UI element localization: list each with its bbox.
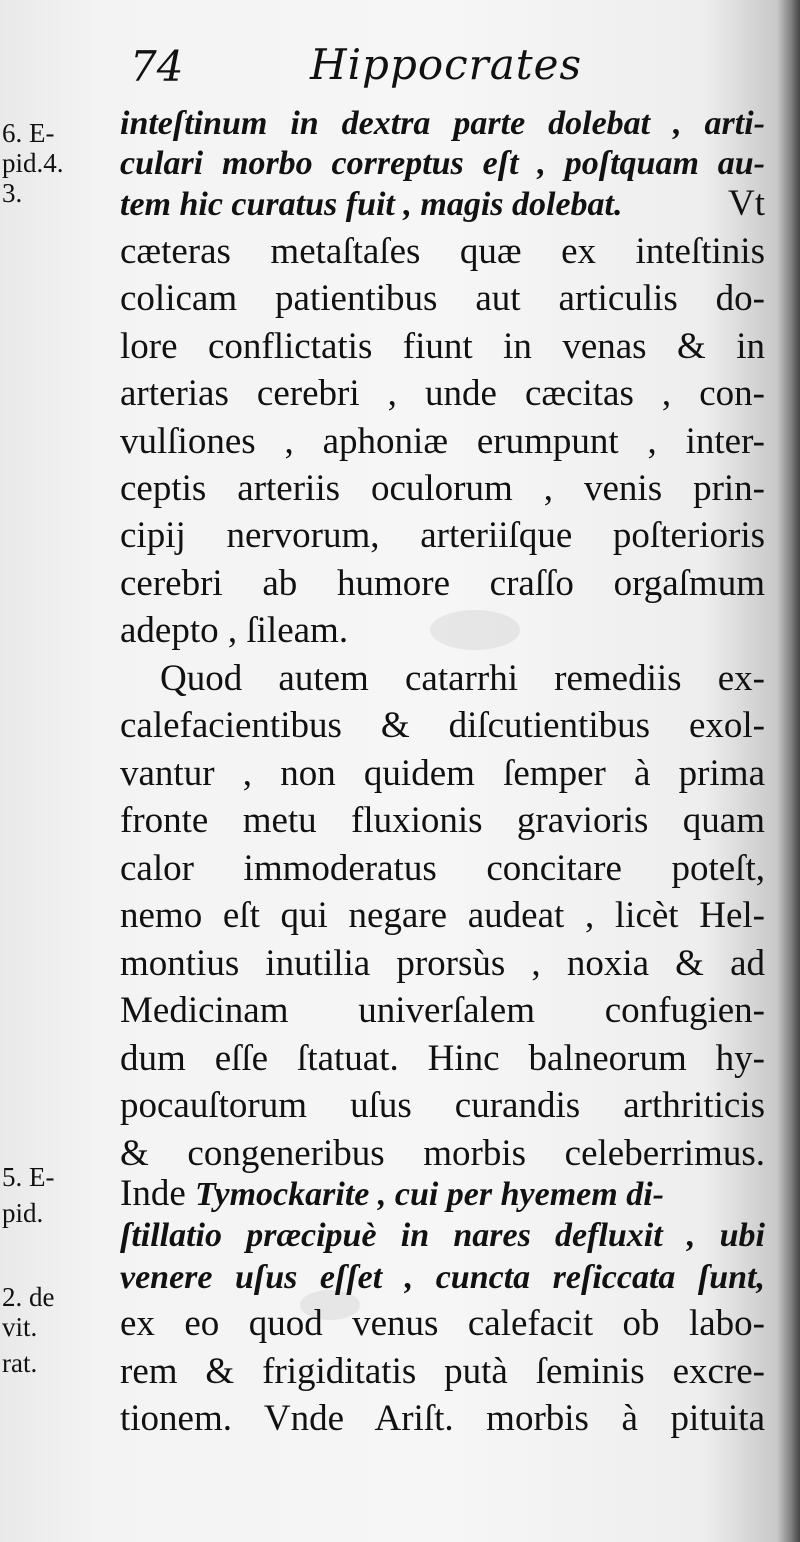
text-segment: tem hic curatus fuit , magis dolebat.: [120, 186, 623, 223]
text-line: colicam patientibus aut articulis do-: [120, 278, 765, 319]
margin-note: pid.: [2, 1198, 44, 1228]
text-line: vulſiones , aphoniæ erumpunt , inter-: [120, 421, 765, 462]
text-segment: Vt: [728, 183, 765, 224]
text-line: ſtillatio præcipuè in nares defluxit , ubi: [120, 1217, 765, 1254]
margin-note: 2. de: [2, 1282, 55, 1312]
text-line: venere uſus eſſet , cuncta reſiccata ſunt,: [120, 1259, 765, 1296]
text-line: cerebri ab humore craſſo orgaſmum: [120, 563, 765, 604]
margin-note: rat.: [2, 1348, 38, 1378]
text-line: dum eſſe ſtatuat. Hinc balneorum hy-: [120, 1038, 765, 1079]
text-line: tionem. Vnde Ariſt. morbis à pituita: [120, 1398, 765, 1439]
text-line: [120, 180, 765, 229]
text-line: montius inutilia prorsùs , noxia & ad: [120, 943, 765, 984]
text-segment: Inde: [120, 1173, 186, 1214]
running-title: Hippocrates: [310, 40, 583, 89]
text-line: calor immoderatus concitare poteſt,: [120, 848, 765, 889]
text-line: cæteras metaſtaſes quæ ex inteſtinis: [120, 231, 765, 272]
text-line: Quod autem catarrhi remediis ex-: [160, 658, 765, 699]
text-line: culari morbo correptus eſt , poſtquam au-: [120, 145, 765, 182]
margin-note: pid.4.: [2, 148, 64, 178]
text-segment: Tymockarite , cui per hyemem di-: [195, 1176, 664, 1213]
margin-note: vit.: [2, 1312, 38, 1342]
page-number: 74: [130, 42, 184, 91]
text-line: pocauſtorum uſus curandis arthriticis: [120, 1085, 765, 1126]
margin-note: 5. E-: [2, 1162, 55, 1192]
text-line: adepto , ſileam.: [120, 610, 349, 651]
text-line: calefacientibus & diſcutientibus exol-: [120, 705, 765, 746]
page-gutter-shadow: [778, 0, 800, 1542]
text-line: nemo eſt qui negare audeat , licèt Hel-: [120, 895, 765, 936]
text-line: Medicinam univerſalem confugien-: [120, 990, 765, 1031]
text-line: inteſtinum in dextra parte dolebat , arti-: [120, 105, 765, 142]
text-line: ceptis arteriis oculorum , venis prin-: [120, 468, 765, 509]
text-line: cipij nervorum, arteriiſque poſterioris: [120, 515, 765, 556]
margin-note: 3.: [2, 178, 23, 208]
text-line: arterias cerebri , unde cæcitas , con-: [120, 373, 765, 414]
text-line: ex eo quod venus calefacit ob labo-: [120, 1303, 765, 1344]
text-line: rem & frigiditatis putà ſeminis excre-: [120, 1351, 765, 1392]
page-header: [130, 40, 770, 100]
text-line: fronte metu fluxionis gravioris quam: [120, 800, 765, 841]
text-line: lore conflictatis fiunt in venas & in: [120, 326, 765, 367]
text-line: vantur , non quidem ſemper à prima: [120, 753, 765, 794]
margin-note: 6. E-: [2, 118, 55, 148]
text-line: & congeneribus morbis celeberrimus.: [120, 1133, 765, 1174]
